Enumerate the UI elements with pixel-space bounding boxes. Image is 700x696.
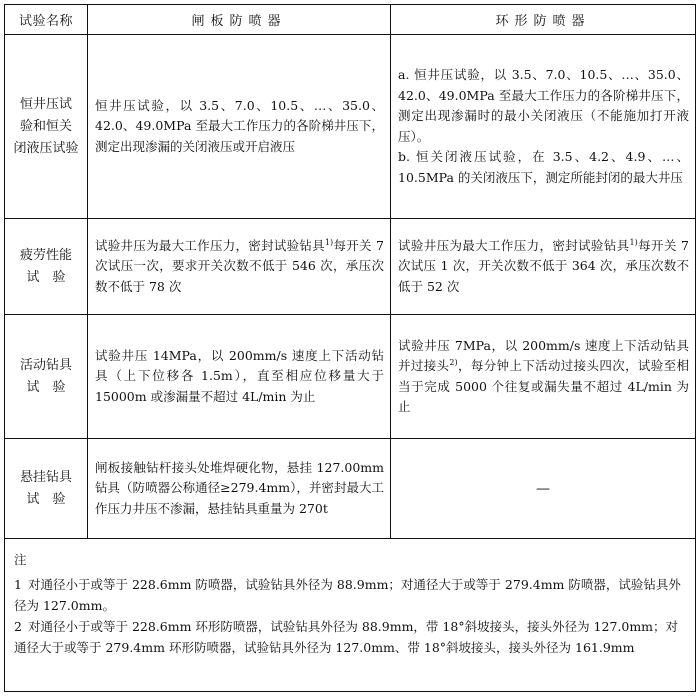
header-annular-bop: 环形防喷器 xyxy=(495,14,591,29)
gate-cell xyxy=(88,315,391,438)
footnote-ref: 1) xyxy=(324,237,334,247)
text-part: ，每分钟上下活动过接头四次，试验至相当于完成 5000 个往复或漏失量不超过 4L/min 为止 xyxy=(398,358,689,414)
table-row xyxy=(5,315,695,439)
gate-text xyxy=(88,236,390,298)
row-name-line: 试 验 xyxy=(26,269,66,285)
footnote-ref: 1) xyxy=(629,237,638,247)
row-name-line: 试 验 xyxy=(26,379,66,395)
note-item xyxy=(14,574,687,616)
row-name-line: 验和恒关 xyxy=(19,118,72,134)
note-index: 1 xyxy=(14,577,22,592)
row-name-cell xyxy=(5,439,88,538)
row-name xyxy=(9,94,82,160)
row-name xyxy=(16,245,76,289)
header-test-name: 试验名称 xyxy=(5,5,88,34)
row-name-line: 恒井压试 xyxy=(19,96,72,112)
text-part: 试验井压 7MPa，以 200mm/s 速度上下活动钻具并过接头 xyxy=(398,337,689,373)
gate-text: 恒井压试验，以 3.5、7.0、10.5、…、35.0、42.0、49.0MPa 至最大工作压力的各阶梯井压下，测定出现渗漏的关闭液压或开启液压 xyxy=(95,97,384,154)
text-part: 每开关 7 次试压 1 次，开关次数不低于 364 次，承压次数不低于 52 次 xyxy=(398,237,689,294)
footnote-ref: 2) xyxy=(449,357,458,367)
annular-text xyxy=(391,236,695,298)
annular-item-a: a. 恒井压试验，以 3.5、7.0、10.5、…、35.0、42.0、49.0MPa 至最大工作压力的各阶梯井压下，测定出现渗漏时的最小关闭液压（不能施加打开液压）。 xyxy=(398,67,689,144)
table-row xyxy=(5,219,695,315)
empty-dash: — xyxy=(536,480,550,497)
note-text: 对通径小于或等于 228.6mm 环形防喷器，试验钻具外径为 88.9mm，带 18°斜坡接头，接头外径为 127.0mm；对通径大于或等于 279.4mm 环形防喷器，试验钻具外径为 127.0mm、带 18°斜坡接头，接头外径为 161.9mm xyxy=(14,619,679,655)
row-name xyxy=(16,467,76,511)
gate-cell xyxy=(88,35,391,218)
row-name-line: 闭液压试验 xyxy=(13,140,79,156)
annular-cell xyxy=(391,219,695,314)
annular-cell xyxy=(391,439,695,538)
annular-cell xyxy=(391,315,695,438)
gate-cell xyxy=(88,219,391,314)
note-index: 2 xyxy=(14,619,22,634)
row-name-line: 疲劳性能 xyxy=(19,247,72,263)
annular-text xyxy=(391,65,695,188)
notes-section xyxy=(5,539,695,691)
row-name xyxy=(16,355,76,399)
annular-text xyxy=(391,336,695,418)
gate-cell xyxy=(88,439,391,538)
row-name-cell xyxy=(5,219,88,314)
gate-text: 试验井压 14MPa，以 200mm/s 速度上下活动钻具（上下位移各 1.5m），直至相应位移量大于 15000m 或渗漏量不超过 4L/min 为止 xyxy=(95,347,384,404)
table-header-row xyxy=(5,5,695,35)
annular-cell xyxy=(391,35,695,218)
test-table xyxy=(4,4,696,692)
row-name-cell xyxy=(5,35,88,218)
gate-text: 闸板接触钻杆接头处堆焊硬化物，悬挂 127.00mm 钻具（防喷器公称通径≥279.4mm），并密封最大工作压力井压不渗漏，悬挂钻具重量为 270t xyxy=(95,459,384,516)
row-name-line: 试 验 xyxy=(26,491,66,507)
notes-head: 注 xyxy=(14,552,27,567)
table-row xyxy=(5,35,695,219)
annular-item-b: b. 恒关闭液压试验，在 3.5、4.2、4.9、…、10.5MPa 的关闭液压下，测定所能封闭的最大井压 xyxy=(398,149,689,185)
note-item xyxy=(14,616,687,658)
row-name-cell xyxy=(5,315,88,438)
row-name-line: 悬挂钻具 xyxy=(19,469,72,485)
header-gate-bop: 闸板防喷器 xyxy=(88,5,391,34)
text-part: 试验井压为最大工作压力，密封试验钻具 xyxy=(398,237,630,253)
table-row xyxy=(5,439,695,539)
note-text: 对通径小于或等于 228.6mm 防喷器，试验钻具外径为 88.9mm；对通径大于或等于 279.4mm 防喷器，试验钻具外径为 127.0mm。 xyxy=(14,577,681,613)
text-part: 试验井压为最大工作压力，密封试验钻具 xyxy=(95,237,325,253)
text-part: 每开关 7 次试压一次，要求开关次数不低于 546 次，承压次数不低于 78 次 xyxy=(95,237,384,294)
row-name-line: 活动钻具 xyxy=(19,357,72,373)
